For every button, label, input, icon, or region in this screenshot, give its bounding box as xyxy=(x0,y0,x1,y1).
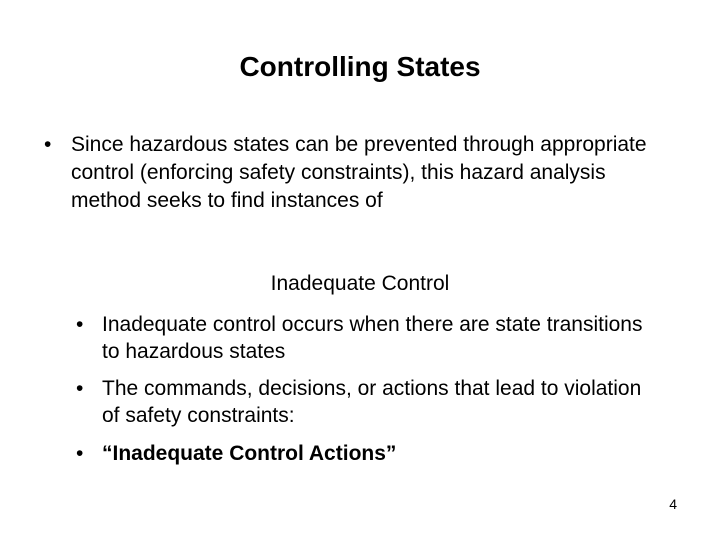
subheading: Inadequate Control xyxy=(270,272,450,295)
bullet-marker: • xyxy=(44,133,52,156)
sub-bullet-text: Inadequate control occurs when there are state transitions to hazardous states xyxy=(102,313,643,363)
sub-bullet-text: The commands, decisions, or actions that lead to violation of safety constraints: xyxy=(102,377,642,427)
sub-bullet-text: “Inadequate Control Actions” xyxy=(102,442,397,465)
sub-bullet-3 xyxy=(76,440,656,467)
slide-title: Controlling States xyxy=(239,51,481,82)
bullet-marker: • xyxy=(76,377,84,400)
bullet-marker: • xyxy=(76,313,84,336)
sub-bullet-2 xyxy=(76,375,656,429)
page-number: 4 xyxy=(669,496,677,512)
sub-bullet-1 xyxy=(76,311,656,365)
main-bullet-text: Since hazardous states can be prevented through appropriate control (enforcing safety constraints), this hazard analysis method seeks to find instances of xyxy=(71,133,647,212)
main-bullet xyxy=(44,131,664,215)
bullet-marker: • xyxy=(76,442,84,465)
